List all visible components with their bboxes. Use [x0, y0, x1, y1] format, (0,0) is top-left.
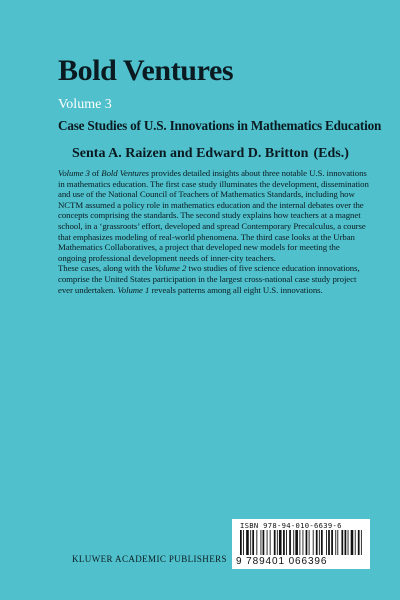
blurb — [58, 168, 370, 295]
editors-role: (Eds.) — [313, 146, 349, 161]
isbn-number: ISBN 978-94-010-6639-6 — [240, 521, 342, 530]
blurb-paragraph-1: Volume 3 of Bold Ventures provides detailed insights about three notable U.S. innovations in mathematics education. The first case study illuminates the development, dissemination and use of the National Council of Teachers of Mathematics Standards, including how NCTM assumed a policy role in mathematics education and the internal debates over the concepts comprising the standards. The second study explains how teachers at a magnet school, in a ‘grassroots’ effort, developed and spread Contemporary Precalculus, a course that emphasizes modeling of real-world phenomena. The third case looks at the Urban Mathematics Collaboratives, a project that developed new models for meeting the ongoing professional development needs of inner-city teachers. — [58, 168, 369, 263]
book-title: Bold Ventures — [58, 54, 234, 87]
editors-names: Senta A. Raizen and Edward D. Britton — [72, 146, 309, 161]
isbn-barcode-box — [232, 519, 370, 569]
barcode-icon — [240, 530, 364, 555]
blurb-volume-ref: Volume 3 — [58, 168, 90, 178]
publisher-name: KLUWER ACADEMIC PUBLISHERS — [72, 554, 227, 564]
barcode-digits: 9 789401 066396 — [236, 556, 328, 567]
blurb-volume2-ref: Volume 2 — [154, 263, 187, 274]
blurb-series-ref: Bold Ventures — [101, 168, 150, 178]
blurb-volume1-ref: Volume 1 — [117, 284, 150, 295]
book-subtitle: Case Studies of U.S. Innovations in Mathematics Education — [58, 118, 382, 133]
editors-line — [72, 145, 349, 163]
volume-number: Volume 3 — [58, 97, 112, 112]
blurb-paragraph-2: These cases, along with the Volume 2 two studies of five science education innovations, comprise the United States participation in the largest cross-national case study project ever undertaken. Volume 1 reveals patterns among all eight U.S. innovations. — [58, 263, 360, 295]
